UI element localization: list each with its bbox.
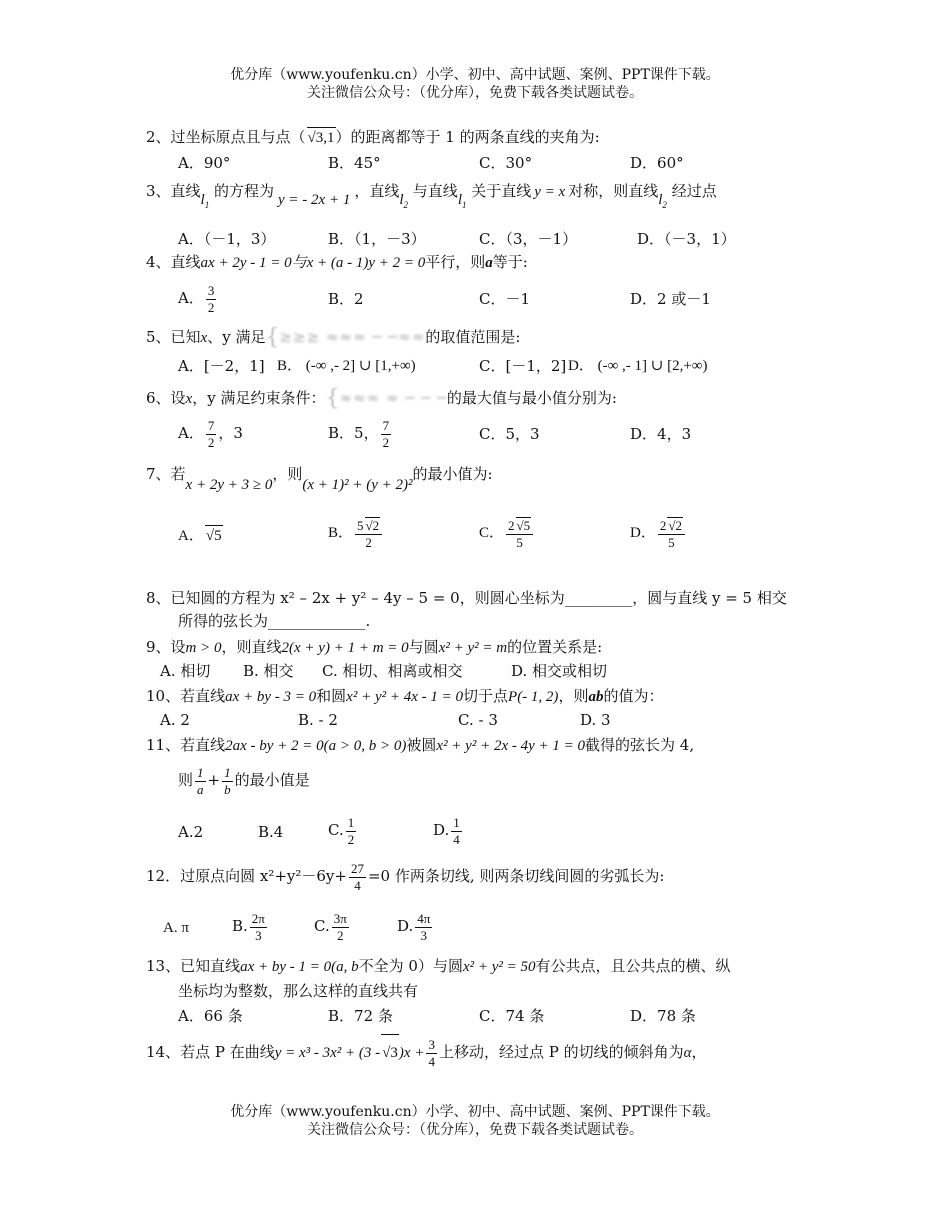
q7-d-rad: 2 [675,517,682,533]
q10-eq2: x² + y² + 4x - 1 = 0 [346,689,464,705]
q7-b-label: B． [328,525,354,541]
q14-eq-b: )x + [398,1045,425,1061]
q9-t2: ，则直线 [221,638,282,656]
q3-l2b-sub: 2 [662,200,667,210]
question-13-line-2: 坐标均为整数，那么这样的直线共有 [178,982,419,1000]
q12-fd: 4 [354,877,361,893]
q9-t3: 与圆 [408,638,439,656]
q3-t6: 对称，则直线 [568,182,659,200]
q9-option-d: D. 相交或相切 [511,662,608,680]
question-11-line-2 [178,762,310,798]
q4-option-c: C．－1 [479,290,531,308]
q12-b-frac [250,911,267,944]
q2-option-c: C．30° [479,154,533,172]
q4-eq: ax + 2y - 1 = 0与x + (a - 1)y + 2 = 0 [200,255,426,271]
q7-t3: 的最小值为: [412,465,493,483]
q12-c-label: C. [314,917,330,935]
q9-option-c: C. 相切、相离或相交 [322,662,463,680]
q2-option-a: A．90° [178,154,231,172]
q7-option-c [479,515,535,551]
q2-text-a: 2、过坐标原点且与点（ [146,128,306,146]
q2-option-d: D．60° [630,154,684,172]
q7-option-b [328,515,384,551]
q11-f1n: 1 [197,764,204,780]
q7-c-label: C． [479,525,505,541]
q6-b-num: 7 [382,417,390,433]
q6-option-d: D．4，3 [630,425,692,443]
q12-d-den: 3 [420,927,428,943]
q14-t1: 14、若点 P 在曲线 [146,1043,275,1061]
q13-eq2: x² + y² = 50 [462,959,536,975]
q3-l1b-letter: l [457,192,462,208]
q6-b-label: B．5， [328,424,379,442]
footer-line-2: 关注微信公众号：（优分库），免费下载各类试题试卷。 [307,1122,643,1138]
q6-a-label: A． [178,424,204,442]
q3-l2 [399,192,408,208]
question-14-stem [146,1034,706,1071]
q3-l1 [201,192,210,208]
q7-expr: (x + 1)² + (y + 2)² [302,477,413,493]
q14-fn: 3 [428,1036,435,1052]
q14-frac [426,1037,437,1070]
q3-l1-letter: l [200,192,205,208]
q9-option-a: A. 相切 [160,662,211,680]
q6-a-tail: ，3 [218,424,243,442]
q11-frac-a [195,765,206,798]
q12-c-frac [332,911,349,944]
question-10-stem [146,686,663,707]
q6-brace-icon: { [325,386,340,411]
q12-option-d [397,908,434,944]
q10-t2: 和圆 [316,687,347,705]
q6-option-c: C．5，3 [479,425,540,443]
q2-option-b: B．45° [328,154,381,172]
question-6-stem [146,388,617,409]
q3-eq2: y = x [534,184,566,200]
q12-c-den: 2 [337,927,344,943]
q11-d-label: D. [433,821,450,839]
q7-option-a [178,525,223,546]
question-3-stem [146,180,717,208]
q14-t3: ， [691,1043,707,1061]
q4-option-b: B．2 [328,290,364,308]
q6-option-b [328,415,393,451]
q11-option-a: A.2 [178,823,204,841]
q11-f2d: b [224,781,231,797]
q11-eq2: x² + y² + 2x - 4y + 1 = 0 [436,738,586,754]
q12-option-a: A. π [163,920,189,936]
q3-t2: 的方程为 [214,182,275,200]
q7-cond: x + 2y + 3 ≥ 0 [185,477,273,493]
q5-option-c: C．[－1，2] [479,357,567,375]
q14-alpha: α [683,1045,692,1061]
q12-frac [349,861,366,894]
q3-t7: 经过点 [671,182,717,200]
q5-brace-icon: { [265,325,280,350]
q7-b-den: 2 [365,534,372,550]
q12-d-label: D. [397,917,414,935]
q6-t1: 6、设 [146,389,186,407]
question-4-stem [146,252,528,273]
q7-t2: ，则 [272,465,303,483]
q5-x: x [200,330,208,346]
q4-t3: 等于: [492,253,528,271]
q11-option-d [433,812,464,848]
q7-option-d [630,515,687,551]
q11-d-num: 1 [453,814,460,830]
q7-t1: 7、若 [146,465,186,483]
question-8-line-1: 8、已知圆的方程为 x² – 2x + y² – 4y – 5 = 0，则圆心坐标为_________，圆与直线 y = 5 相交 [146,589,787,607]
q14-sqrt [381,1034,399,1071]
q5-t2: 、y 满足 [207,328,266,346]
q12-b-num: 2π [251,910,265,926]
q7-b-coef: 5 [357,517,364,533]
q10-t4: ，则 [558,687,589,705]
q3-l1b [458,192,467,208]
q7-c-coef: 2 [508,517,515,533]
q4-a-num: 3 [207,282,215,298]
q6-t2: ，y 满足约束条件： [192,389,326,407]
q9-cond: m > 0 [185,640,222,656]
q10-t5: 的值为： [603,687,664,705]
q13-t2: 不全为 0）与圆 [358,957,463,975]
q13-t3: 有公共点，且公共点的横、纵 [535,957,731,975]
q11-t3: 截得的弦长为 4, [585,736,695,754]
q13-option-d: D．78 条 [630,1007,696,1025]
q11-f1d: a [197,781,204,797]
q14-t2: 上移动，经过点 P 的切线的倾斜角为 [438,1043,684,1061]
q6-a-frac [206,418,217,451]
q12-fn: 27 [350,860,364,876]
q3-l2-sub: 2 [403,200,409,210]
q12-option-c [314,908,351,944]
question-12-stem [146,858,664,894]
q11-c-frac [346,815,357,848]
question-9-stem [146,637,602,658]
q11-t2: 被圆 [406,736,437,754]
q9-option-b: B. 相交 [243,662,294,680]
q11-option-c [328,812,358,848]
q3-l1b-sub: 1 [461,200,467,210]
q13-option-c: C．74 条 [479,1007,545,1025]
q7-d-label: D． [630,525,656,541]
q11-plus: + [207,771,221,789]
q9-eq2: x² + y² = m [438,640,508,656]
q5-option-d: D． (-∞ ,- 1] ∪ [2,+∞) [568,358,708,374]
q3-l2b-letter: l [658,192,663,208]
question-5-stem [146,327,520,348]
q3-option-c: C．（3，－1） [479,230,578,248]
q10-t1: 10、若直线 [146,687,226,705]
q7-b-frac [355,517,382,551]
q10-eq1: ax + by - 3 = 0 [225,689,317,705]
q2-point [307,127,336,148]
q7-c-rad: 5 [523,517,531,533]
q10-option-d: D. 3 [580,711,611,729]
q10-point: P(- 1, 2) [508,689,559,705]
q6-b-frac [381,418,392,451]
q7-b-rad: 2 [372,517,380,533]
q3-option-a: A．（－1，3） [178,230,276,248]
q11-d-den: 4 [453,831,460,847]
q11-l2-b: 的最小值是 [234,771,310,789]
q12-d-num: 4π [417,910,431,926]
q5-blurred-constraint: ≥≥≥ ≈≈≈ ─ ─≈≈ [279,328,426,346]
q6-a-num: 7 [207,417,215,433]
q13-eq1: ax + by - 1 = 0(a, b [240,959,359,975]
q6-option-a [178,415,243,451]
q6-b-den: 2 [382,434,390,450]
footer-line-1: 优分库（www.youfenku.cn）小学、初中、高中试题、案例、PPT课件下载。 [230,1104,720,1120]
q11-c-num: 1 [347,814,355,830]
q5-option-b: B． (-∞ ,- 2] ∪ [1,+∞) [277,358,416,374]
q14-eq-a: y = x³ - 3x² + (3 - [274,1045,381,1061]
question-7-stem [146,463,493,493]
q7-a-sqrt [205,525,223,546]
q7-c-den: 5 [516,534,523,550]
q12-t2: =0 作两条切线, 则两条切线间圆的劣弧长为: [367,867,665,885]
q3-l2b [658,192,667,208]
q10-option-b: B. - 2 [298,711,338,729]
q10-option-a: A. 2 [160,711,190,729]
question-2-stem [146,127,600,148]
q11-frac-b [222,765,233,798]
q2-point-val: 3,1 [315,130,335,146]
q5-t3: 的取值范围是: [425,328,521,346]
q11-l2-a: 则 [178,771,194,789]
q9-eq1: 2(x + y) + 1 + m = 0 [281,640,409,656]
q12-option-b [232,908,269,944]
question-11-stem [146,735,694,756]
q11-c-den: 2 [347,831,355,847]
question-13-stem [146,956,731,977]
header-line-2: 关注微信公众号：（优分库），免费下载各类试题试卷。 [307,85,643,101]
q2-text-b: ）的距离都等于 1 的两条直线的夹角为: [335,128,600,146]
q11-f2n: 1 [224,764,231,780]
q7-c-frac [506,517,533,551]
q3-t3: ，直线 [354,182,400,200]
q11-c-label: C. [328,821,344,839]
q3-t1: 3、直线 [146,182,201,200]
q6-blurred-constraint: ≈≈≈ ≈ ─ ─ ─ [339,389,447,407]
q3-l2-letter: l [399,192,404,208]
q5-t1: 5、已知 [146,328,201,346]
q12-t1: 12．过原点向圆 x²+y²－6y+ [146,867,347,885]
q3-option-b: B．（1，－3） [328,230,426,248]
q3-t4: 与直线 [412,182,458,200]
q14-rad: 3 [390,1045,398,1061]
q7-d-coef: 2 [659,517,667,533]
q6-a-den: 2 [207,434,215,450]
q4-a-label: A． [178,289,204,307]
q12-b-label: B. [232,917,248,935]
q12-c-num: 3π [333,910,347,926]
q10-ab: ab [588,689,604,705]
q10-option-c: C. - 3 [458,711,498,729]
q7-d-frac [658,517,685,551]
q9-t4: 的位置关系是: [507,638,603,656]
q11-t1: 11、若直线 [146,736,226,754]
q14-fd: 4 [428,1053,435,1069]
question-8-line-2: 所得的弦长为_____________. [178,612,371,630]
q13-option-b: B．72 条 [328,1007,393,1025]
q7-a-label: A． [178,528,204,544]
q9-t1: 9、设 [146,638,186,656]
q6-x: x [185,391,193,407]
q5-option-a: A．[－2，1] [178,357,265,375]
q3-eq1: y = - 2x + 1 [278,192,351,208]
q3-l1-sub: 1 [204,200,210,210]
q6-t3: 的最大值与最小值分别为: [446,389,617,407]
q7-d-den: 5 [668,534,675,550]
footer-ad [0,1103,950,1139]
q12-d-frac [415,911,432,944]
header-ad [0,66,950,102]
q3-option-d: D．（－3，1） [637,230,736,248]
q12-b-den: 3 [255,927,262,943]
q11-option-b: B.4 [258,823,284,841]
q4-option-a [178,280,218,316]
q4-a-frac [206,283,217,316]
q11-eq1: 2ax - by + 2 = 0(a > 0, b > 0) [225,738,407,754]
q4-t2: 平行，则 [425,253,486,271]
q4-option-d: D．2 或－1 [630,290,711,308]
q10-t3: 切于点 [463,687,509,705]
q4-t1: 4、直线 [146,253,201,271]
q11-d-frac [451,815,462,848]
q3-t5: 关于直线 [471,182,532,200]
q7-a-rad: 5 [214,528,222,544]
q4-var: a [485,255,493,271]
q13-option-a: A．66 条 [178,1007,243,1025]
q13-t1: 13、已知直线 [146,957,241,975]
q4-a-den: 2 [207,299,215,315]
header-line-1: 优分库（www.youfenku.cn）小学、初中、高中试题、案例、PPT课件下载。 [230,67,720,83]
